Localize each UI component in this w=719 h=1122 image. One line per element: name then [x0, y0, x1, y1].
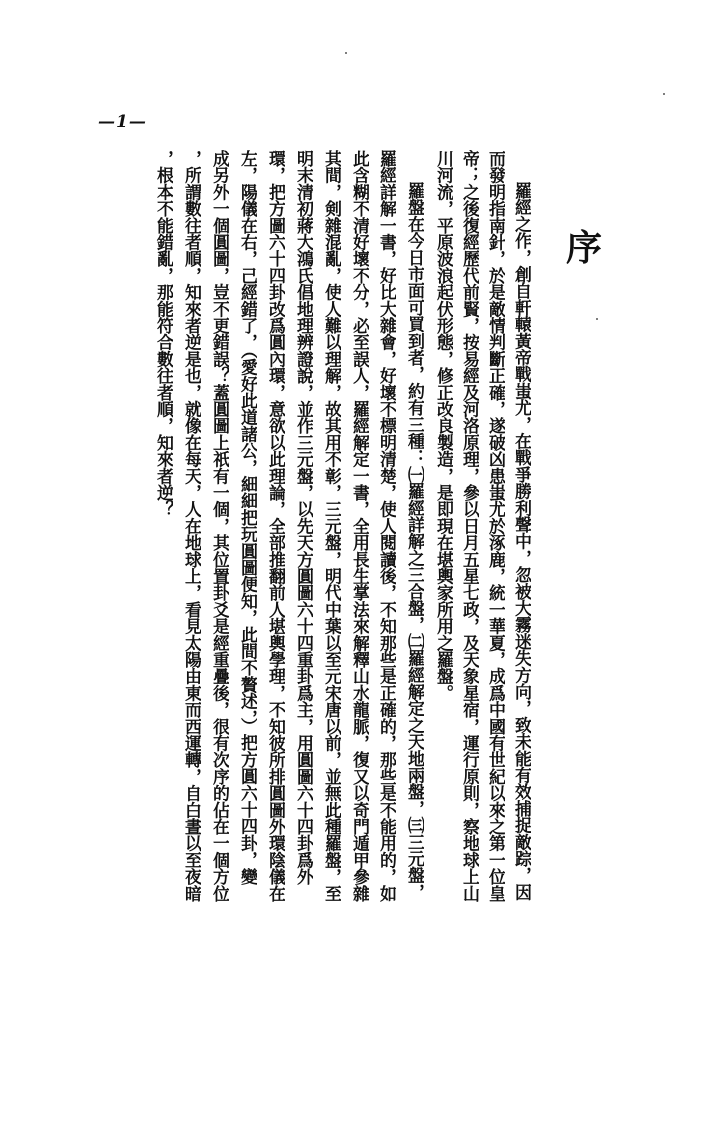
- text-column: 羅盤在今日市面可買到者，約有三種：㈠羅經詳解之三合盤，㈡羅經解定之天地兩盤，㈢三元盤，: [404, 182, 424, 901]
- page-title: 序: [566, 227, 603, 269]
- text-column: 左，陽儀在右，己經錯了，（愛好此道諸公，細細把玩圓圖便知，此間不贅述，）把方圓六十四卦，變: [237, 150, 257, 885]
- text-column: ，根本不能錯亂，那能符合數往者順，知來者逆？: [153, 150, 173, 518]
- text-column: 環，把方圖六十四卦改爲圓內環，意欲以此理論，全部推翻前人堪輿學理，不知彼所排圓圖外環陰儀在: [265, 150, 285, 902]
- scan-speck: [663, 93, 665, 95]
- text-column: ，所謂數往者順，知來者逆是也，就像在每天，人在地球上，看見太陽由東而西運轉，自白晝以至夜暗: [181, 150, 201, 902]
- text-column: 其間，剣雜混亂，使人難以理解，故其用不彰，三元盤，明代中葉以至元宋唐以前，並無此種羅盤，至: [321, 150, 341, 902]
- page-number: —1—: [98, 112, 147, 132]
- text-column: 川河流，平原波浪起伏形態，修正改良製造，是即現在堪輿家所用之羅盤。: [433, 150, 453, 702]
- text-column: 羅經之作，創自軒轅黃帝戰蚩尤，在戰爭勝利聲中，忽被大霧迷失方向，致未能有效捕捉敵踪，因: [511, 182, 531, 901]
- text-column: 明末清初蔣大鴻氏倡地理辨證說，並作三元盤，以先天方圓圖六十四重卦爲主，用圓圖六十四卦爲外: [293, 150, 313, 885]
- scan-speck: [596, 318, 598, 320]
- text-column: 而發明指南針，於是敵情判斷正確，遂破凶患蚩尤於涿鹿，統一華夏，成爲中國有世紀以來之第一位皇: [485, 150, 505, 902]
- text-column: 此含糊不清好壞不分，必至誤人，羅經解定一書，全用長生掌法來解釋山水龍脈，復又以奇門遁甲參雜: [349, 150, 369, 902]
- text-column: 成另外一個圓圖，豈不更錯誤？蓋圓圖上祇有一個，其位置卦爻是經重疊後，很有次序的佔在一個方位: [209, 150, 229, 902]
- scan-speck: [345, 52, 347, 54]
- text-column: 帝；之後復經歷代前賢，按易經及河洛原理，參以日月五星七政，及天象星宿，運行原則，察地球上山: [459, 150, 479, 902]
- text-column: 羅經詳解一書，好比大雜會，好壞不標明清楚，使人閱讀後，不知那些是正確的，那些是不能用的，如: [376, 150, 396, 902]
